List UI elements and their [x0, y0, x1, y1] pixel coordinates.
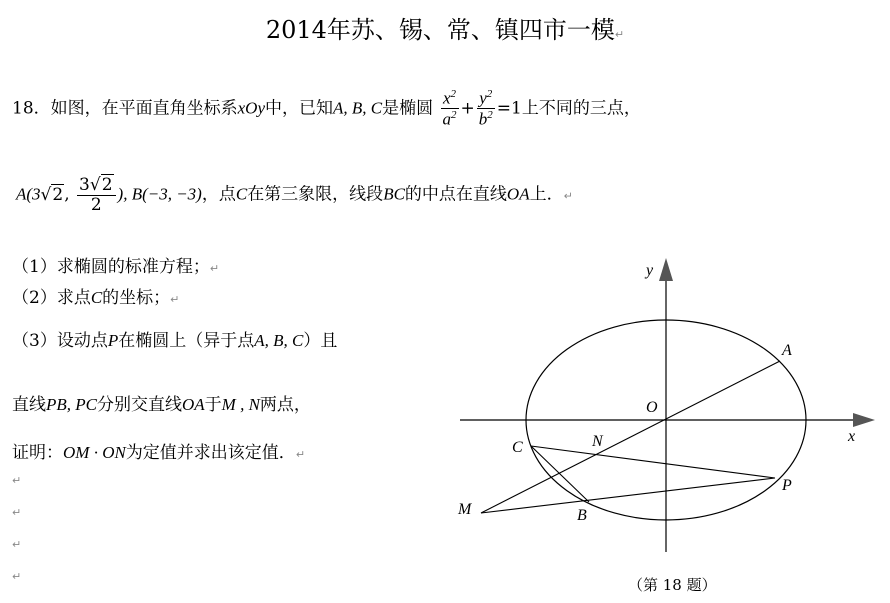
- line-oa: [481, 361, 780, 513]
- question-2: （2）求点C的坐标；↵: [12, 288, 180, 308]
- question-3: （3）设动点P在椭圆上（异于点A, B, C）且: [12, 331, 338, 351]
- page-title: 2014年苏、锡、常、镇四市一模↵: [265, 16, 625, 44]
- problem-line-2: A(3√2, $\frac{3√2}{2}$ ), B(−3, −3)，点C在第三象限，线段BC的中点在直线OA上．↵: [16, 175, 573, 215]
- segment-cb: [531, 446, 589, 502]
- problem-line-1: 18．如图，在平面直角坐标系xOy中，已知A, B, C是椭圆 $\frac{x^2}{a^2}$ + $\frac{y^2}{b^2}$ =1上不同的三点，: [12, 88, 641, 129]
- label-m: M: [458, 501, 472, 518]
- paragraph-mark: ↵: [12, 570, 22, 583]
- label-x: x: [848, 428, 856, 445]
- label-b: B: [577, 507, 587, 524]
- label-c: C: [512, 439, 523, 456]
- line-pb: [481, 478, 775, 513]
- paragraph-mark: ↵: [12, 474, 22, 487]
- question-1: （1）求椭圆的标准方程；↵: [12, 257, 220, 277]
- label-y: y: [646, 262, 654, 279]
- problem-number: 18．: [12, 98, 51, 119]
- ellipse-fraction-y: $\frac{y^2}{b^2}$: [478, 88, 493, 129]
- line-pc: [531, 446, 775, 478]
- y-axis-arrow: [659, 258, 673, 281]
- label-a: A: [782, 342, 792, 359]
- ellipse-fraction-x: $\frac{x^2}{a^2}$: [442, 88, 457, 129]
- paragraph-mark: ↵: [12, 506, 22, 519]
- label-o: O: [646, 399, 658, 416]
- question-3-line-2: 直线PB, PC分别交直线OA于M , N两点，: [12, 395, 311, 415]
- label-n: N: [592, 433, 603, 450]
- x-axis-arrow: [853, 413, 875, 427]
- paragraph-mark: ↵: [12, 538, 22, 551]
- figure-caption: （第 18 题）: [628, 576, 717, 594]
- question-3-line-3: 证明：OM · ON为定值并求出该定值．↵: [12, 443, 306, 463]
- point-a-y-fraction: $\frac{3√2}{2}$: [77, 176, 116, 214]
- label-p: P: [782, 477, 792, 494]
- coordinate-system: xOy: [237, 98, 266, 118]
- sqrt-symbol: √2: [40, 184, 64, 205]
